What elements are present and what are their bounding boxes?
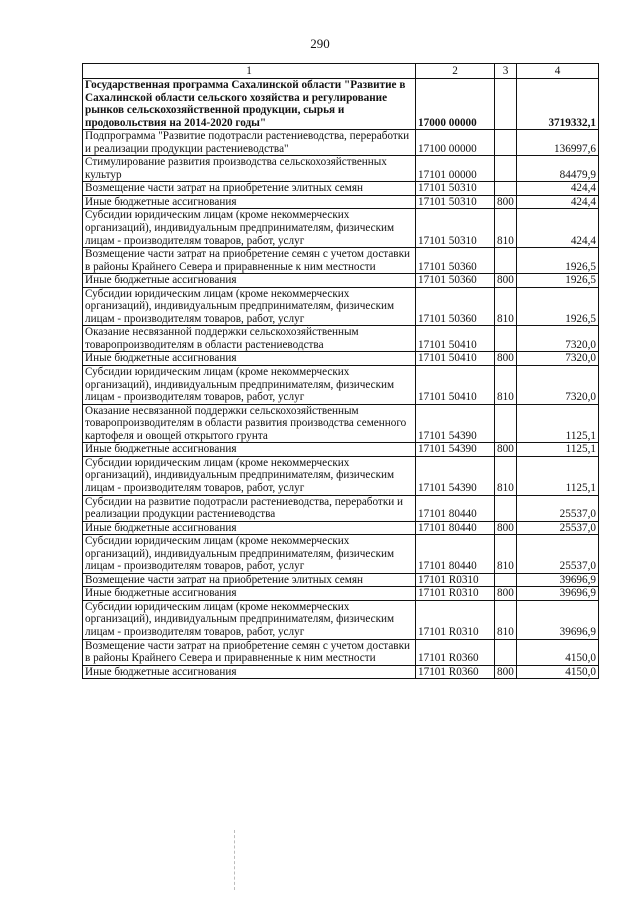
table-row xyxy=(83,156,599,182)
row-name-cell: Стимулирование развития производства сельскохозяйственных культур xyxy=(83,156,416,182)
row-sum-cell: 1926,5 xyxy=(517,287,599,326)
row-vr-cell: 810 xyxy=(495,287,517,326)
row-code-cell: 17101 50310 xyxy=(416,195,495,209)
row-code-cell: 17101 50310 xyxy=(416,182,495,196)
row-code-cell: 17101 50360 xyxy=(416,287,495,326)
row-code-cell: 17101 00000 xyxy=(416,156,495,182)
row-code-cell: 17101 54390 xyxy=(416,456,495,495)
row-code-cell: 17101 R0360 xyxy=(416,639,495,665)
row-sum-cell: 424,4 xyxy=(517,195,599,209)
row-code-cell: 17101 80440 xyxy=(416,535,495,574)
row-name-cell: Субсидии юридическим лицам (кроме некоммерческих организаций), индивидуальным предпринимателям, физическим лицам - производителям товаров, работ, услуг xyxy=(83,600,416,639)
row-vr-cell: 800 xyxy=(495,587,517,601)
row-sum-cell: 84479,9 xyxy=(517,156,599,182)
table-row xyxy=(83,600,599,639)
row-code-cell: 17101 50410 xyxy=(416,352,495,366)
row-sum-cell: 1125,1 xyxy=(517,404,599,443)
row-name-cell: Возмещение части затрат на приобретение элитных семян xyxy=(83,573,416,587)
row-code-cell: 17101 50410 xyxy=(416,326,495,352)
row-sum-cell: 424,4 xyxy=(517,209,599,248)
row-sum-cell: 39696,9 xyxy=(517,587,599,601)
row-vr-cell: 810 xyxy=(495,600,517,639)
row-sum-cell: 424,4 xyxy=(517,182,599,196)
table-row xyxy=(83,352,599,366)
row-code-cell: 17101 54390 xyxy=(416,443,495,457)
row-vr-cell: 810 xyxy=(495,209,517,248)
header-col-1: 1 xyxy=(83,64,416,79)
row-vr-cell: 810 xyxy=(495,366,517,405)
row-sum-cell: 1125,1 xyxy=(517,456,599,495)
table-row xyxy=(83,639,599,665)
table-row xyxy=(83,326,599,352)
row-vr-cell xyxy=(495,639,517,665)
row-name-cell: Возмещение части затрат на приобретение семян с учетом доставки в районы Крайнего Севера и приравненные к ним местности xyxy=(83,639,416,665)
table-body xyxy=(83,79,599,679)
row-name-cell: Иные бюджетные ассигнования xyxy=(83,521,416,535)
row-vr-cell: 810 xyxy=(495,535,517,574)
row-vr-cell: 810 xyxy=(495,456,517,495)
table-row xyxy=(83,195,599,209)
row-name-cell: Субсидии на развитие подотрасли растениеводства, переработки и реализации продукции растениеводства xyxy=(83,495,416,521)
row-name-cell: Государственная программа Сахалинской области "Развитие в Сахалинской области сельского хозяйства и регулирование рынков сельскохозяйственной продукции, сырья и продовольствия на 2014-2020 годы" xyxy=(83,79,416,130)
table-row xyxy=(83,535,599,574)
row-code-cell: 17101 54390 xyxy=(416,404,495,443)
budget-table xyxy=(82,63,599,679)
row-vr-cell xyxy=(495,573,517,587)
row-vr-cell: 800 xyxy=(495,521,517,535)
row-sum-cell: 4150,0 xyxy=(517,665,599,679)
row-vr-cell xyxy=(495,495,517,521)
table-row xyxy=(83,182,599,196)
row-sum-cell: 3719332,1 xyxy=(517,79,599,130)
table-row xyxy=(83,404,599,443)
row-name-cell: Иные бюджетные ассигнования xyxy=(83,587,416,601)
header-col-2: 2 xyxy=(416,64,495,79)
row-code-cell: 17101 80440 xyxy=(416,521,495,535)
table-row xyxy=(83,587,599,601)
row-code-cell: 17101 50310 xyxy=(416,209,495,248)
row-sum-cell: 7320,0 xyxy=(517,366,599,405)
row-name-cell: Субсидии юридическим лицам (кроме некоммерческих организаций), индивидуальным предпринимателям, физическим лицам - производителям товаров, работ, услуг xyxy=(83,456,416,495)
table-row xyxy=(83,366,599,405)
row-sum-cell: 7320,0 xyxy=(517,326,599,352)
row-vr-cell xyxy=(495,130,517,156)
row-code-cell: 17101 R0310 xyxy=(416,587,495,601)
table-row xyxy=(83,130,599,156)
table-row xyxy=(83,248,599,274)
row-sum-cell: 7320,0 xyxy=(517,352,599,366)
table-row xyxy=(83,573,599,587)
row-sum-cell: 1926,5 xyxy=(517,248,599,274)
row-vr-cell xyxy=(495,79,517,130)
row-code-cell: 17101 50360 xyxy=(416,274,495,288)
table-row xyxy=(83,287,599,326)
row-vr-cell: 800 xyxy=(495,443,517,457)
row-vr-cell: 800 xyxy=(495,195,517,209)
row-code-cell: 17101 R0310 xyxy=(416,600,495,639)
row-code-cell: 17101 80440 xyxy=(416,495,495,521)
row-name-cell: Субсидии юридическим лицам (кроме некоммерческих организаций), индивидуальным предпринимателям, физическим лицам - производителям товаров, работ, услуг xyxy=(83,209,416,248)
table-row xyxy=(83,456,599,495)
row-code-cell: 17101 R0310 xyxy=(416,573,495,587)
table-row xyxy=(83,274,599,288)
row-name-cell: Субсидии юридическим лицам (кроме некоммерческих организаций), индивидуальным предпринимателям, физическим лицам - производителям товаров, работ, услуг xyxy=(83,287,416,326)
row-code-cell: 17100 00000 xyxy=(416,130,495,156)
row-vr-cell: 800 xyxy=(495,665,517,679)
row-sum-cell: 136997,6 xyxy=(517,130,599,156)
row-sum-cell: 25537,0 xyxy=(517,535,599,574)
row-vr-cell: 800 xyxy=(495,274,517,288)
row-name-cell: Возмещение части затрат на приобретение элитных семян xyxy=(83,182,416,196)
row-code-cell: 17000 00000 xyxy=(416,79,495,130)
page-number: 290 xyxy=(310,36,330,51)
table-row xyxy=(83,495,599,521)
table-row xyxy=(83,665,599,679)
row-code-cell: 17101 R0360 xyxy=(416,665,495,679)
row-code-cell: 17101 50360 xyxy=(416,248,495,274)
row-sum-cell: 25537,0 xyxy=(517,495,599,521)
row-vr-cell xyxy=(495,404,517,443)
table-row xyxy=(83,209,599,248)
row-name-cell: Иные бюджетные ассигнования xyxy=(83,443,416,457)
row-sum-cell: 4150,0 xyxy=(517,639,599,665)
header-col-3: 3 xyxy=(495,64,517,79)
row-name-cell: Иные бюджетные ассигнования xyxy=(83,274,416,288)
row-sum-cell: 1926,5 xyxy=(517,274,599,288)
row-sum-cell: 25537,0 xyxy=(517,521,599,535)
row-name-cell: Иные бюджетные ассигнования xyxy=(83,195,416,209)
scan-artifact-line xyxy=(234,830,236,890)
row-name-cell: Иные бюджетные ассигнования xyxy=(83,352,416,366)
row-code-cell: 17101 50410 xyxy=(416,366,495,405)
row-vr-cell xyxy=(495,156,517,182)
row-vr-cell xyxy=(495,248,517,274)
table-row xyxy=(83,79,599,130)
row-sum-cell: 39696,9 xyxy=(517,573,599,587)
header-col-4: 4 xyxy=(517,64,599,79)
row-name-cell: Субсидии юридическим лицам (кроме некоммерческих организаций), индивидуальным предпринимателям, физическим лицам - производителям товаров, работ, услуг xyxy=(83,366,416,405)
row-name-cell: Иные бюджетные ассигнования xyxy=(83,665,416,679)
row-sum-cell: 39696,9 xyxy=(517,600,599,639)
row-name-cell: Субсидии юридическим лицам (кроме некоммерческих организаций), индивидуальным предпринимателям, физическим лицам - производителям товаров, работ, услуг xyxy=(83,535,416,574)
row-name-cell: Оказание несвязанной поддержки сельскохозяйственным товаропроизводителям в области развития производства семенного картофеля и овощей открытого грунта xyxy=(83,404,416,443)
row-vr-cell xyxy=(495,182,517,196)
table-header-row xyxy=(83,64,599,79)
row-name-cell: Оказание несвязанной поддержки сельскохозяйственным товаропроизводителям в области растениеводства xyxy=(83,326,416,352)
table-row xyxy=(83,521,599,535)
table-row xyxy=(83,443,599,457)
row-vr-cell xyxy=(495,326,517,352)
row-sum-cell: 1125,1 xyxy=(517,443,599,457)
row-vr-cell: 800 xyxy=(495,352,517,366)
row-name-cell: Подпрограмма "Развитие подотрасли растениеводства, переработки и реализации продукции растениеводства" xyxy=(83,130,416,156)
row-name-cell: Возмещение части затрат на приобретение семян с учетом доставки в районы Крайнего Севера и приравненные к ним местности xyxy=(83,248,416,274)
